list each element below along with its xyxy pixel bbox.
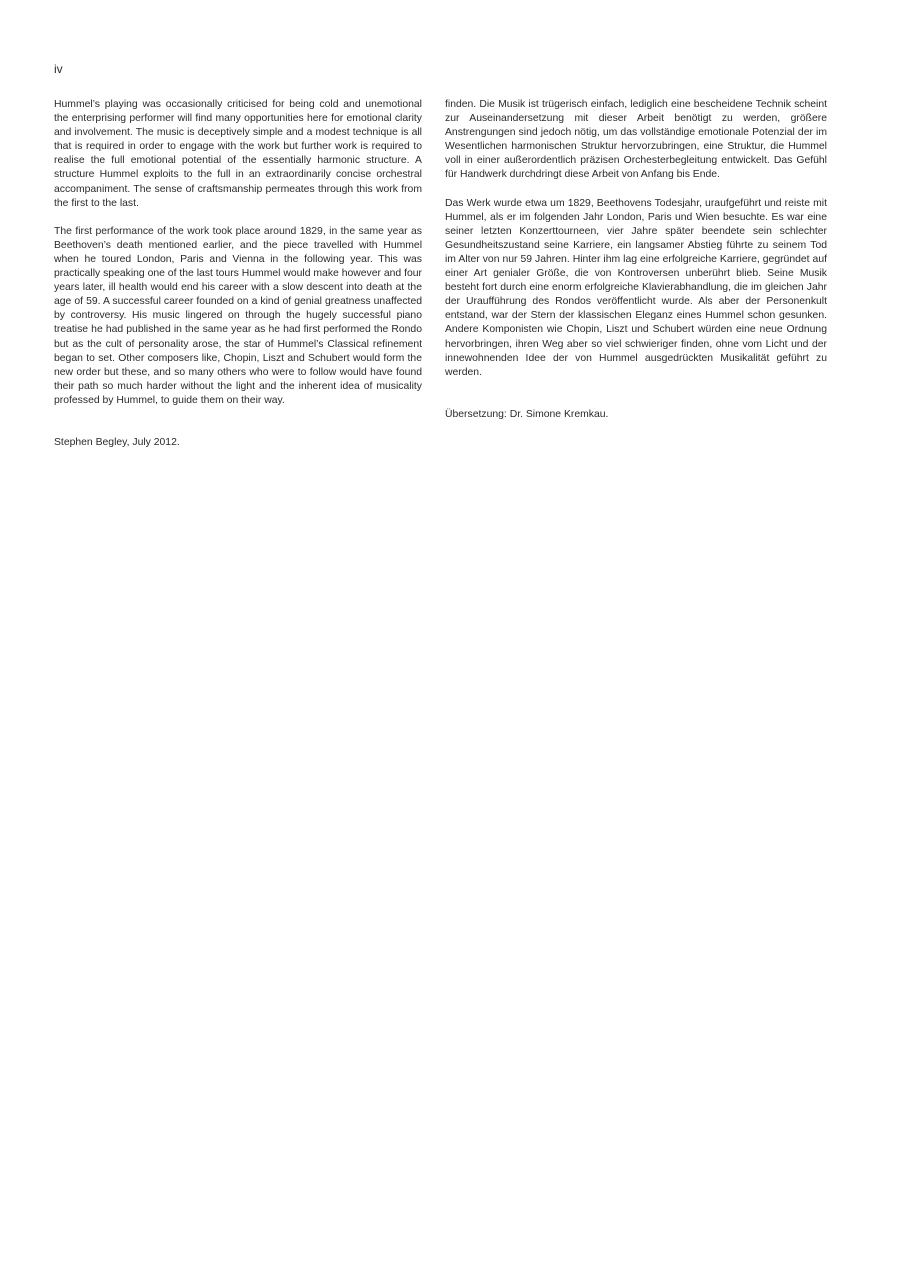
english-paragraph-2: The first performance of the work took place around 1829, in the same year as Beethoven’s death mentioned earlier, and the piece travelled with Hummel when he toured London, Paris and Vienna in the following year. This was practically speaking one of the last tours Hummel would make however and four years later, ill health would end his career with a slow descent into death at the age of 59. A successful career founded on a kind of genial greatness unaffected by controversy. His music lingered on through the hugely successful piano treatise he had published in the same year as he had first performed the Rondo but as the cult of personality arose, the star of Hummel’s Classical refinement began to set. Other composers like, Chopin, Liszt and Schubert would form the new order but these, and so many others who were to follow would have found their path so much harder without the light and the inherent idea of musicality professed by Hummel, to guide them on their way. (54, 225, 422, 406)
english-paragraph-1: Hummel’s playing was occasionally criticised for being cold and unemotional the enterprising performer will find many opportunities here for emotional clarity and involvement. The music is deceptively simple and a modest technique is all that is required in order to engage with the work but further work is required to realise the full emotional potential of the essentially harmonic structure. A structure Hummel exploits to the full in an extraordinarily concise orchestral accompaniment. The sense of craftsmanship permeates through this work from the first to the last. (54, 99, 422, 209)
german-column (445, 98, 827, 436)
translator-credit: Übersetzung: Dr. Simone Kremkau. (445, 408, 609, 420)
german-paragraph-1: finden. Die Musik ist trügerisch einfach, lediglich eine bescheidene Technik scheint zur Auseinandersetzung mit dieser Arbeit benötigt zu werden, größere Anstrengungen sind jedoch nötig, um das vollständige emotionale Potenzial der im Wesentlichen harmonischen Struktur hervorzubringen, eine Struktur, die Hummel voll in einer außerordentlich präzisen Orchesterbegleitung entwickelt. Das Gefühl für Handwerk durchdringt diese Arbeit von Anfang bis Ende. (445, 99, 827, 181)
german-paragraph-2: Das Werk wurde etwa um 1829, Beethovens Todesjahr, uraufgeführt und reiste mit Hummel, als er im folgenden Jahr London, Paris und Wien besuchte. Es war eine seiner letzten Konzerttourneen, vier Jahre später beendete sein schlechter Gesundheitszustand seine Karriere, ein langsamer Abstieg führte zu seinem Tod im Alter von nur 59 Jahren. Hinter ihm lag eine erfolgreiche Karriere, gegründet auf einer Art genialer Größe, die von Kontroversen unberührt blieb. Seine Musik besteht fort durch eine enorm erfolgreiche Klavierabhandlung, die im gleichen Jahr der Uraufführung des Rondos veröffentlicht wurde. Als aber der Personenkult entstand, war der Stern der klassischen Eleganz eines Hummel schon gesunken. Andere Komponisten wie Chopin, Liszt und Schubert würden eine neue Ordnung hervorbringen, ihren Weg aber so viel schwieriger finden, ohne vom Licht und der innewohnenden Idee der von Hummel ausgedrückten Musikalität geführt zu werden. (445, 197, 827, 378)
author-signature: Stephen Begley, July 2012. (54, 436, 180, 448)
page-number: iv (54, 62, 63, 76)
english-column (54, 98, 422, 464)
